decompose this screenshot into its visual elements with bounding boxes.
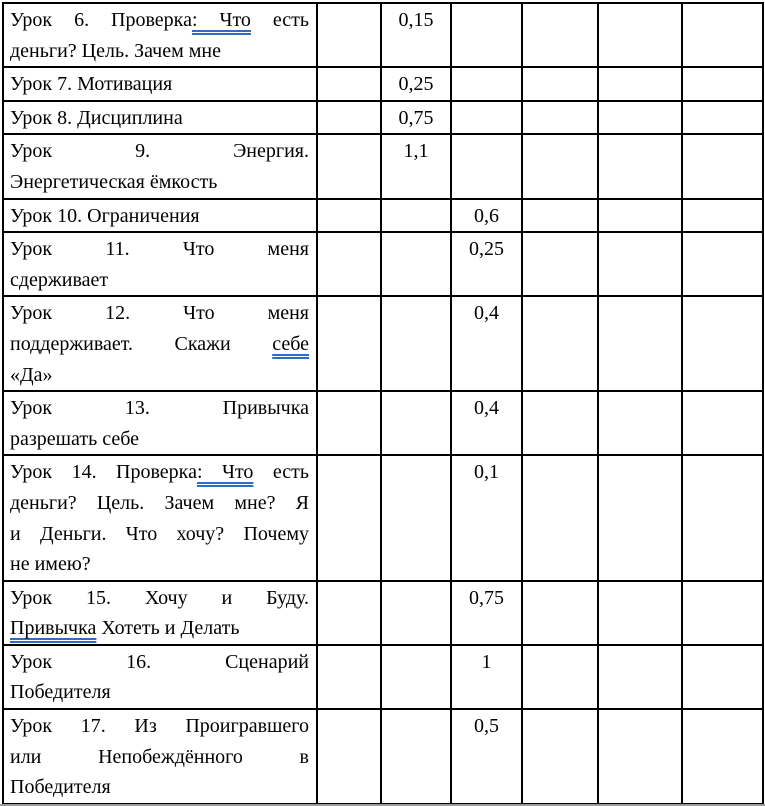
lesson-text-line bbox=[10, 136, 309, 167]
lesson-text-segment: и Деньги. Что хочу? Почему bbox=[10, 522, 309, 545]
empty-cell bbox=[598, 67, 682, 101]
empty-cell bbox=[682, 232, 763, 296]
lesson-cell bbox=[3, 67, 317, 101]
lesson-text-segment: Урок 11. Что меня bbox=[10, 238, 309, 261]
empty-cell bbox=[682, 455, 763, 580]
lessons-table-body bbox=[3, 3, 763, 806]
empty-cell bbox=[381, 199, 451, 233]
table-row bbox=[3, 391, 763, 455]
lesson-text-segment: Энергетическая ёмкость bbox=[10, 170, 218, 193]
lesson-text-line bbox=[10, 265, 309, 296]
empty-cell bbox=[317, 709, 381, 804]
empty-cell bbox=[522, 391, 598, 455]
lesson-text-segment: есть bbox=[253, 461, 309, 484]
lesson-text-segment: поддерживает. Скажи bbox=[10, 332, 273, 355]
value-cell bbox=[381, 67, 451, 101]
empty-cell bbox=[598, 134, 682, 198]
lesson-text-line bbox=[10, 298, 309, 329]
empty-cell bbox=[598, 581, 682, 645]
value-cell bbox=[451, 232, 522, 296]
value-cell bbox=[381, 134, 451, 198]
empty-cell bbox=[381, 645, 451, 709]
lesson-text-segment: Урок 15. Хочу и Буду. bbox=[10, 586, 309, 609]
empty-cell bbox=[682, 581, 763, 645]
empty-cell bbox=[317, 581, 381, 645]
lesson-text-segment: деньги? Цель. Зачем мне bbox=[10, 39, 222, 62]
table-row bbox=[3, 134, 763, 198]
empty-cell bbox=[317, 67, 381, 101]
hours-value: 0,1 bbox=[474, 461, 499, 484]
lesson-text-segment: Урок 9. Энергия. bbox=[10, 140, 309, 163]
lesson-text-segment: или Непобеждённого в bbox=[10, 745, 309, 768]
lesson-text-segment: сдерживает bbox=[10, 268, 109, 291]
hours-value: 1 bbox=[481, 650, 492, 673]
hours-value: 0,75 bbox=[398, 106, 434, 129]
empty-cell bbox=[522, 67, 598, 101]
lesson-text-segment: Победителя bbox=[10, 776, 111, 799]
lesson-text-line bbox=[10, 69, 309, 100]
value-cell bbox=[451, 581, 522, 645]
lesson-text-segment: есть bbox=[250, 9, 309, 31]
table-row bbox=[3, 455, 763, 580]
table-row bbox=[3, 101, 763, 135]
empty-cell bbox=[598, 455, 682, 580]
value-cell bbox=[451, 296, 522, 391]
lesson-text-segment: Урок 16. Сценарий bbox=[10, 650, 309, 673]
lesson-text-line bbox=[10, 457, 309, 488]
value-cell bbox=[451, 199, 522, 233]
empty-cell bbox=[598, 101, 682, 135]
empty-cell bbox=[682, 67, 763, 101]
lesson-cell bbox=[3, 455, 317, 580]
empty-cell bbox=[317, 101, 381, 135]
empty-cell bbox=[381, 455, 451, 580]
lesson-text-line bbox=[10, 647, 309, 678]
empty-cell bbox=[682, 709, 763, 804]
table-row bbox=[3, 645, 763, 709]
empty-cell bbox=[317, 134, 381, 198]
empty-cell bbox=[682, 101, 763, 135]
hours-value: 0,25 bbox=[398, 73, 434, 96]
lesson-cell bbox=[3, 134, 317, 198]
lesson-text-line bbox=[10, 234, 309, 265]
lesson-text-line bbox=[10, 103, 309, 134]
lesson-text-line bbox=[10, 772, 309, 803]
empty-cell bbox=[598, 709, 682, 804]
empty-cell bbox=[317, 391, 381, 455]
lesson-cell bbox=[3, 101, 317, 135]
empty-cell bbox=[522, 199, 598, 233]
table-row bbox=[3, 709, 763, 804]
hours-value: 0,4 bbox=[474, 302, 499, 325]
lesson-cell bbox=[3, 296, 317, 391]
empty-cell bbox=[682, 645, 763, 709]
empty-cell bbox=[598, 3, 682, 67]
lesson-cell bbox=[3, 199, 317, 233]
lesson-text-segment: Урок 7. Мотивация bbox=[10, 73, 173, 96]
lesson-text-segment: Урок 17. Из Проигравшего bbox=[10, 715, 309, 738]
empty-cell bbox=[598, 296, 682, 391]
empty-cell bbox=[682, 3, 763, 67]
lesson-cell bbox=[3, 3, 317, 67]
empty-cell bbox=[522, 232, 598, 296]
lesson-text-line bbox=[10, 742, 309, 773]
lesson-text-segment: Урок 12. Что меня bbox=[10, 302, 309, 325]
lesson-text-segment: Урок 13. Привычка bbox=[10, 397, 309, 420]
hours-value: 0,6 bbox=[474, 204, 499, 227]
empty-cell bbox=[682, 199, 763, 233]
lesson-cell bbox=[3, 232, 317, 296]
lesson-text-segment: разрешать себе bbox=[10, 427, 140, 450]
value-cell bbox=[451, 645, 522, 709]
empty-cell bbox=[522, 134, 598, 198]
hours-value: 0,15 bbox=[398, 9, 434, 31]
empty-cell bbox=[682, 296, 763, 391]
lesson-text-segment: Победителя bbox=[10, 681, 111, 704]
lesson-text-line bbox=[10, 613, 309, 644]
lesson-text-segment: Урок 14. Проверка bbox=[10, 461, 197, 484]
empty-cell bbox=[317, 199, 381, 233]
empty-cell bbox=[522, 581, 598, 645]
empty-cell bbox=[317, 232, 381, 296]
empty-cell bbox=[522, 296, 598, 391]
lesson-text-segment: Урок 10. Ограничения bbox=[10, 204, 200, 227]
empty-cell bbox=[598, 232, 682, 296]
value-cell bbox=[451, 709, 522, 804]
value-cell bbox=[451, 455, 522, 580]
table-row bbox=[3, 3, 763, 67]
lesson-text-line bbox=[10, 488, 309, 519]
empty-cell bbox=[451, 67, 522, 101]
lessons-table bbox=[2, 2, 764, 806]
empty-cell bbox=[522, 455, 598, 580]
empty-cell bbox=[451, 3, 522, 67]
grammar-marked-text: себе bbox=[272, 332, 309, 355]
lesson-text-segment: не имею? bbox=[10, 553, 91, 576]
lesson-cell bbox=[3, 709, 317, 804]
lesson-text-line bbox=[10, 677, 309, 708]
lesson-text-segment: Урок 6. Проверка bbox=[10, 9, 192, 31]
lesson-text-segment: «Да» bbox=[10, 363, 53, 386]
lesson-text-line bbox=[10, 711, 309, 742]
empty-cell bbox=[522, 101, 598, 135]
value-cell bbox=[381, 101, 451, 135]
empty-cell bbox=[317, 645, 381, 709]
grammar-marked-text: : Что bbox=[196, 461, 254, 484]
table-row bbox=[3, 199, 763, 233]
lesson-text-segment: Хотеть и Делать bbox=[96, 617, 240, 640]
empty-cell bbox=[682, 391, 763, 455]
lesson-text-segment: деньги? Цель. Зачем мне? Я bbox=[10, 491, 309, 514]
table-row bbox=[3, 581, 763, 645]
empty-cell bbox=[598, 645, 682, 709]
empty-cell bbox=[598, 199, 682, 233]
hours-value: 0,4 bbox=[474, 397, 499, 420]
empty-cell bbox=[317, 296, 381, 391]
empty-cell bbox=[381, 296, 451, 391]
lesson-text-line bbox=[10, 549, 309, 580]
lesson-text-line bbox=[10, 5, 309, 36]
table-row bbox=[3, 232, 763, 296]
table-row bbox=[3, 296, 763, 391]
lesson-text-line bbox=[10, 360, 309, 391]
empty-cell bbox=[522, 3, 598, 67]
lesson-cell bbox=[3, 645, 317, 709]
hours-value: 0,25 bbox=[469, 238, 504, 261]
hours-value: 0,5 bbox=[474, 715, 499, 738]
empty-cell bbox=[381, 709, 451, 804]
empty-cell bbox=[381, 581, 451, 645]
lesson-text-line bbox=[10, 329, 309, 360]
empty-cell bbox=[522, 645, 598, 709]
empty-cell bbox=[598, 391, 682, 455]
empty-cell bbox=[317, 455, 381, 580]
hours-value: 1,1 bbox=[403, 140, 429, 163]
lesson-text-line bbox=[10, 201, 309, 232]
empty-cell bbox=[317, 3, 381, 67]
value-cell bbox=[381, 3, 451, 67]
empty-cell bbox=[451, 101, 522, 135]
empty-cell bbox=[381, 391, 451, 455]
grammar-marked-text: Привычка bbox=[10, 617, 97, 640]
lesson-cell bbox=[3, 581, 317, 645]
table-row bbox=[3, 67, 763, 101]
value-cell bbox=[451, 391, 522, 455]
empty-cell bbox=[522, 709, 598, 804]
hours-value: 0,75 bbox=[469, 586, 504, 609]
empty-cell bbox=[381, 232, 451, 296]
lesson-text-line bbox=[10, 393, 309, 424]
lesson-text-segment: Урок 8. Дисциплина bbox=[10, 106, 183, 129]
lesson-text-line bbox=[10, 36, 309, 67]
empty-cell bbox=[682, 134, 763, 198]
lesson-text-line bbox=[10, 167, 309, 198]
lesson-text-line bbox=[10, 583, 309, 614]
lesson-text-line bbox=[10, 519, 309, 550]
lesson-cell bbox=[3, 391, 317, 455]
grammar-marked-text: : Что bbox=[191, 9, 251, 31]
empty-cell bbox=[451, 134, 522, 198]
lesson-text-line bbox=[10, 424, 309, 455]
